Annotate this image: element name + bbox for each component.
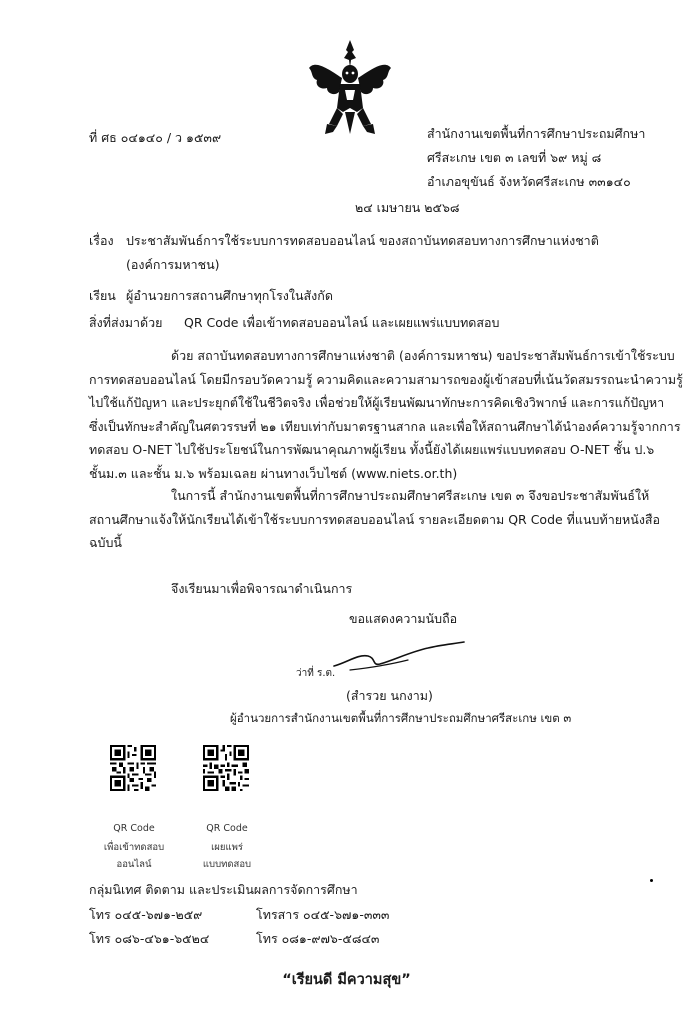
paragraph-line: สถานศึกษาแจ้งให้นักเรียนได้เข้าใช้ระบบการทดสอบออนไลน์ รายละเอียดตาม QR Code ที่แนบท้ายหนังสือ xyxy=(89,511,661,527)
closing-line: จึงเรียนมาเพื่อพิจารณาดำเนินการ xyxy=(171,581,353,596)
qr-1-label-2: เพื่อเข้าทดสอบ xyxy=(103,842,165,853)
paragraph-line: ทดสอบ O-NET ไปใช้ประโยชน์ในการพัฒนาคุณภาพผู้เรียน ทั้งนี้ยังได้เผยแพร่แบบทดสอบ O-NET ชั้น ป.๖ xyxy=(89,442,655,457)
body-paragraph-2 xyxy=(89,484,660,555)
paragraph-line: ในการนี้ สำนักงานเขตพื้นที่การศึกษาประถมศึกษาศรีสะเกษ เขต ๓ จึงขอประชาสัมพันธ์ให้ xyxy=(171,488,650,503)
reference-number: ที่ ศธ ๐๔๑๔๐ / ว ๑๕๓๙ xyxy=(89,130,222,145)
to-label: เรียน xyxy=(89,288,116,303)
acting-rank: ว่าที่ ร.ต. xyxy=(296,668,336,679)
slogan: “เรียนดี มีความสุข” xyxy=(282,972,411,988)
signer-name: (สำรวย นกงาม) xyxy=(346,688,433,703)
qr-code-test-publication[interactable] xyxy=(203,745,249,791)
office-address-line-3: อำเภอขุขันธ์ จังหวัดศรีสะเกษ ๓๓๑๔๐ xyxy=(427,174,631,189)
subject-line-2: (องค์การมหาชน) xyxy=(126,257,220,272)
subject-label: เรื่อง xyxy=(89,233,114,248)
letter-date: ๒๔ เมษายน ๒๕๖๘ xyxy=(355,200,460,215)
regards-line: ขอแสดงความนับถือ xyxy=(349,611,458,626)
paragraph-line: ไปใช้แก้ปัญหา และประยุกต์ใช้ในชีวิตจริง เพื่อช่วยให้ผู้เรียนพัฒนาทักษะการคิดเชิงวิพากษ์ และการแก้ปัญหา xyxy=(89,395,665,410)
body-paragraph-1 xyxy=(89,344,683,485)
paragraph-line: ชั้นม.๓ และชั้น ม.๖ พร้อมเฉลย ผ่านทางเว็บไซต์ (www.niets.or.th) xyxy=(89,465,458,481)
qr-1-label-3: ออนไลน์ xyxy=(116,859,152,870)
phone-3: โทร ๐๘๑-๙๗๖-๕๘๔๓ xyxy=(256,931,380,946)
qr-code-icon xyxy=(110,745,156,791)
signer-title: ผู้อำนวยการสำนักงานเขตพื้นที่การศึกษาประถมศึกษาศรีสะเกษ เขต ๓ xyxy=(230,711,572,725)
handwritten-signature xyxy=(328,632,468,678)
paragraph-line: ด้วย สถาบันทดสอบทางการศึกษาแห่งชาติ (องค์การมหาชน) ขอประชาสัมพันธ์การเข้าใช้ระบบ xyxy=(171,348,675,363)
qr-1-label-1: QR Code xyxy=(113,823,155,834)
stray-mark xyxy=(650,879,653,882)
qr-2-label-1: QR Code xyxy=(206,823,248,834)
qr-code-icon xyxy=(203,745,249,791)
phone-1: โทร ๐๔๕-๖๗๑-๒๕๙ xyxy=(89,907,203,922)
office-address-line-1: สำนักงานเขตพื้นที่การศึกษาประถมศึกษา xyxy=(427,126,646,141)
enclosure-label: สิ่งที่ส่งมาด้วย xyxy=(89,315,163,330)
fax-number: โทรสาร ๐๔๕-๖๗๑-๓๓๓ xyxy=(256,907,390,922)
department-name: กลุ่มนิเทศ ติดตาม และประเมินผลการจัดการศึกษา xyxy=(89,882,358,897)
subject-line-1: ประชาสัมพันธ์การใช้ระบบการทดสอบออนไลน์ ของสถาบันทดสอบทางการศึกษาแห่งชาติ xyxy=(126,233,599,248)
paragraph-line: การทดสอบออนไลน์ โดยมีกรอบวัดความรู้ ความคิดและความสามารถของผู้เข้าสอบที่เน้นวัดสมรรถนะนำความรู้ xyxy=(89,371,683,387)
enclosure-text: QR Code เพื่อเข้าทดสอบออนไลน์ และเผยแพร่แบบทดสอบ xyxy=(184,315,500,330)
paragraph-line: ซึ่งเป็นทักษะสำคัญในศตวรรษที่ ๒๑ เทียบเท่ากับมาตรฐานสากล และเพื่อให้สถานศึกษาได้นำองค์ความรู้จากการ xyxy=(89,418,681,434)
qr-code-online-test[interactable] xyxy=(110,745,156,791)
qr-2-label-3: แบบทดสอบ xyxy=(202,859,252,870)
office-address-line-2: ศรีสะเกษ เขต ๓ เลขที่ ๖๙ หมู่ ๘ xyxy=(427,150,602,165)
garuda-emblem xyxy=(307,38,393,138)
phone-2: โทร ๐๘๖-๔๖๑-๖๕๒๔ xyxy=(89,931,210,946)
qr-2-label-2: เผยแพร่ xyxy=(211,842,243,853)
to-text: ผู้อำนวยการสถานศึกษาทุกโรงในสังกัด xyxy=(126,288,333,303)
paragraph-line: ฉบับนี้ xyxy=(89,535,122,550)
